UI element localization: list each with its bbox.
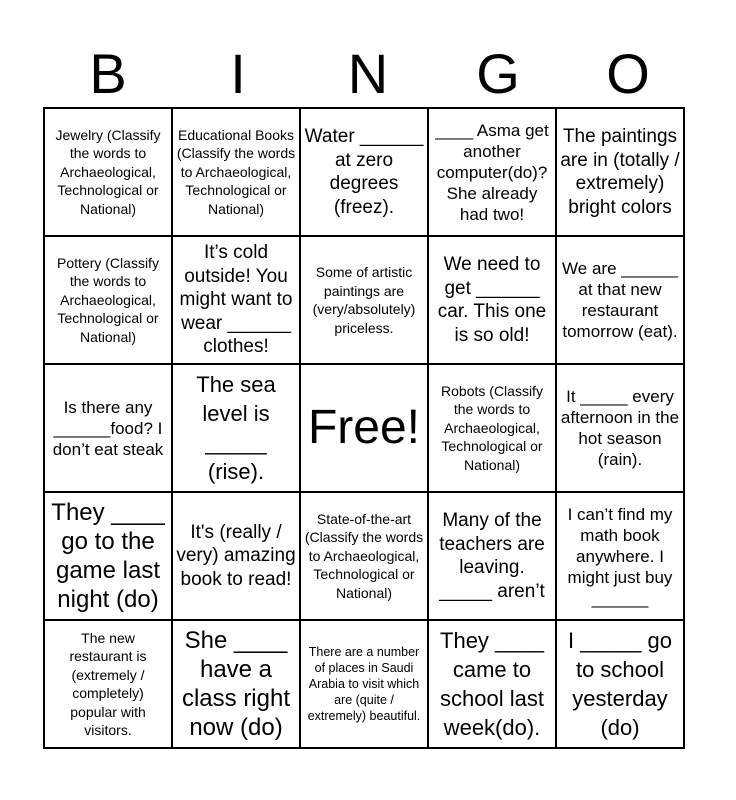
cell-text: They ____ came to school last week(do). <box>440 628 544 740</box>
cell-text: The paintings are in (totally / extremely) bright colors <box>560 126 680 218</box>
cell-text: Jewelry (Classify the words to Archaeological, Technological or National) <box>55 126 161 217</box>
bingo-cell[interactable] <box>301 237 429 365</box>
bingo-cell[interactable] <box>557 493 685 621</box>
header-letter-o: O <box>606 42 650 105</box>
cell-text: State-of-the-art (Classify the words to Archaeological, Technological or National) <box>304 510 424 601</box>
bingo-cell[interactable] <box>173 237 301 365</box>
bingo-cell[interactable] <box>557 237 685 365</box>
cell-text: There are a number of places in Saudi Arabia to visit which are (quite / extremely) beautiful. <box>307 645 421 723</box>
bingo-cell[interactable] <box>45 493 173 621</box>
bingo-cell[interactable] <box>173 493 301 621</box>
cell-text: It _____ every afternoon in the hot season (rain). <box>560 387 680 469</box>
bingo-cell[interactable] <box>557 109 685 237</box>
cell-text: It's (really / very) amazing book to read! <box>176 521 296 590</box>
bingo-cell[interactable] <box>173 365 301 493</box>
cell-text: The new restaurant is (extremely / completely) popular with visitors. <box>69 629 147 738</box>
cell-text: Is there any ______food? I don’t eat steak <box>52 397 164 459</box>
cell-text: I can’t find my math book anywhere. I might just buy ______ <box>567 504 673 608</box>
bingo-cell[interactable] <box>45 365 173 493</box>
bingo-cell[interactable] <box>173 621 301 749</box>
bingo-cell[interactable] <box>301 493 429 621</box>
bingo-cell[interactable] <box>429 237 557 365</box>
bingo-cell[interactable] <box>301 621 429 749</box>
cell-text: It’s cold outside! You might want to wear ______ clothes! <box>179 242 293 358</box>
cell-text: Pottery (Classify the words to Archaeological, Technological or National) <box>57 254 159 345</box>
bingo-cell[interactable] <box>45 621 173 749</box>
bingo-cell[interactable] <box>173 109 301 237</box>
bingo-cell[interactable] <box>429 365 557 493</box>
cell-text: Many of the teachers are leaving. _____ aren’t <box>439 510 545 602</box>
cell-text: We are ______ at that new restaurant tomorrow (eat). <box>562 259 678 341</box>
header-letter-n: N <box>347 42 389 105</box>
bingo-cell[interactable] <box>45 237 173 365</box>
bingo-header <box>43 42 693 106</box>
bingo-cell[interactable] <box>45 109 173 237</box>
cell-text: She ____ have a class right now (do) <box>181 627 291 741</box>
bingo-cell[interactable] <box>557 621 685 749</box>
bingo-cell[interactable] <box>429 109 557 237</box>
free-space-label: Free! <box>307 401 421 454</box>
bingo-cell[interactable] <box>429 621 557 749</box>
cell-text: We need to get ______ car. This one is so old! <box>437 254 547 346</box>
cell-text: Some of artistic paintings are (very/absolutely) priceless. <box>312 264 416 336</box>
bingo-cell[interactable] <box>557 365 685 493</box>
cell-text: They ____ go to the game last night (do) <box>51 499 165 613</box>
cell-text: Robots (Classify the words to Archaeological, Technological or National) <box>441 382 543 473</box>
cell-text: ____ Asma get another computer(do)? She already had two! <box>435 120 549 224</box>
cell-text: Educational Books (Classify the words to Archaeological, Technological or National) <box>176 126 296 217</box>
bingo-cell[interactable] <box>429 493 557 621</box>
bingo-card <box>43 107 685 749</box>
header-letter-i: I <box>230 42 246 105</box>
bingo-cell[interactable] <box>301 109 429 237</box>
free-space-cell[interactable] <box>301 365 429 493</box>
header-letter-g: G <box>476 42 520 105</box>
header-letter-b: B <box>89 42 127 105</box>
cell-text: The sea level is _____ (rise). <box>196 372 276 484</box>
cell-text: I _____ go to school yesterday (do) <box>568 628 672 740</box>
cell-text: Water ______ at zero degrees (freez). <box>304 126 424 218</box>
